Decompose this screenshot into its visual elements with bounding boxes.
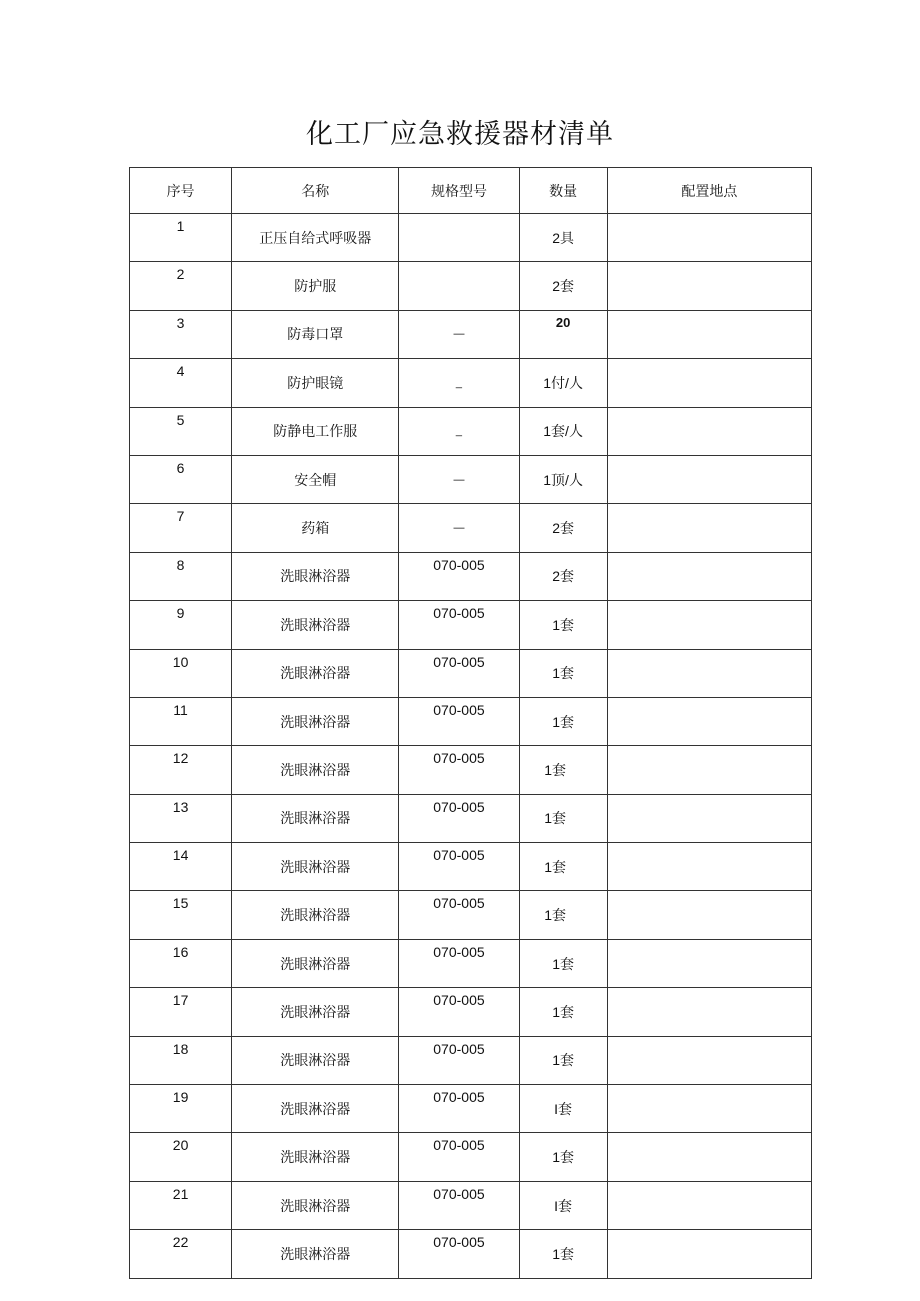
spec-cell: — [399, 504, 519, 552]
location-cell [607, 697, 811, 745]
spec-cell: 070-005 [399, 988, 519, 1036]
table-row [130, 262, 812, 310]
spec-cell: 070-005 [399, 939, 519, 987]
qty-text: 1套 [544, 907, 566, 924]
qty-cell [519, 1085, 607, 1133]
table-row [130, 552, 812, 600]
header-seq: 序号 [130, 168, 232, 214]
location-cell [607, 1133, 811, 1181]
spec-cell: 070-005 [399, 1133, 519, 1181]
spec-cell: 070-005 [399, 649, 519, 697]
spec-cell: 070-005 [399, 1085, 519, 1133]
name-cell: 洗眼淋浴器 [232, 601, 399, 649]
spec-cell: _ [399, 359, 519, 407]
name-cell: 洗眼淋浴器 [232, 1181, 399, 1229]
location-cell [607, 988, 811, 1036]
location-cell [607, 262, 811, 310]
qty-text: 1付/人 [543, 374, 583, 391]
qty-cell [519, 891, 607, 939]
table-row [130, 504, 812, 552]
qty-text: 1套 [552, 713, 574, 730]
table-row [130, 891, 812, 939]
table-row [130, 988, 812, 1036]
name-cell: 洗眼淋浴器 [232, 697, 399, 745]
seq-cell: 21 [130, 1181, 232, 1229]
name-cell: 洗眼淋浴器 [232, 1036, 399, 1084]
qty-cell [519, 1036, 607, 1084]
location-cell [607, 843, 811, 891]
seq-cell: 19 [130, 1085, 232, 1133]
qty-text: 1套 [552, 955, 574, 972]
table-row [130, 649, 812, 697]
qty-cell [519, 262, 607, 310]
qty-cell [519, 601, 607, 649]
qty-cell [519, 1230, 607, 1278]
spec-cell: 070-005 [399, 794, 519, 842]
qty-text: 1套 [552, 1003, 574, 1020]
qty-cell [519, 1181, 607, 1229]
name-cell: 正压自给式呼吸器 [232, 214, 399, 262]
spec-cell: 070-005 [399, 891, 519, 939]
qty-cell [519, 214, 607, 262]
seq-cell: 3 [130, 310, 232, 358]
seq-cell: 4 [130, 359, 232, 407]
table-row [130, 310, 812, 358]
table-row [130, 746, 812, 794]
table-body [130, 214, 812, 1279]
name-cell: 防毒口罩 [232, 310, 399, 358]
qty-cell [519, 794, 607, 842]
seq-cell: 11 [130, 697, 232, 745]
seq-cell: 10 [130, 649, 232, 697]
table-row [130, 1181, 812, 1229]
table-row [130, 407, 812, 455]
table-row [130, 939, 812, 987]
table-row [130, 1085, 812, 1133]
spec-cell: 070-005 [399, 552, 519, 600]
qty-text: 1套 [552, 1245, 574, 1262]
name-cell: 防静电工作服 [232, 407, 399, 455]
seq-cell: 20 [130, 1133, 232, 1181]
table-row [130, 601, 812, 649]
qty-cell [519, 988, 607, 1036]
location-cell [607, 214, 811, 262]
table-row [130, 697, 812, 745]
qty-text: 2具 [552, 229, 574, 246]
seq-cell: 13 [130, 794, 232, 842]
name-cell: 洗眼淋浴器 [232, 552, 399, 600]
seq-cell: 15 [130, 891, 232, 939]
qty-cell [519, 310, 607, 358]
name-cell: 洗眼淋浴器 [232, 843, 399, 891]
name-cell: 防护眼镜 [232, 359, 399, 407]
name-cell: 洗眼淋浴器 [232, 746, 399, 794]
qty-cell [519, 359, 607, 407]
name-cell: 洗眼淋浴器 [232, 649, 399, 697]
location-cell [607, 939, 811, 987]
table-row [130, 1036, 812, 1084]
qty-text: 1顶/人 [543, 471, 583, 488]
qty-cell [519, 746, 607, 794]
name-cell: 洗眼淋浴器 [232, 939, 399, 987]
spec-cell: — [399, 310, 519, 358]
qty-text: 2套 [552, 278, 574, 295]
qty-cell [519, 649, 607, 697]
location-cell [607, 310, 811, 358]
name-cell: 防护服 [232, 262, 399, 310]
spec-cell: 070-005 [399, 746, 519, 794]
name-cell: 洗眼淋浴器 [232, 891, 399, 939]
location-cell [607, 746, 811, 794]
table-row [130, 455, 812, 503]
seq-cell: 6 [130, 455, 232, 503]
location-cell [607, 407, 811, 455]
seq-cell: 12 [130, 746, 232, 794]
seq-cell: 7 [130, 504, 232, 552]
location-cell [607, 794, 811, 842]
spec-cell: 070-005 [399, 1181, 519, 1229]
qty-text: 2套 [552, 568, 574, 585]
location-cell [607, 601, 811, 649]
spec-cell: 070-005 [399, 1036, 519, 1084]
table-row [130, 214, 812, 262]
location-cell [607, 552, 811, 600]
equipment-table [129, 167, 812, 1279]
location-cell [607, 359, 811, 407]
qty-cell [519, 843, 607, 891]
qty-text: 1套 [544, 761, 566, 778]
name-cell: 洗眼淋浴器 [232, 1230, 399, 1278]
seq-cell: 22 [130, 1230, 232, 1278]
seq-cell: 8 [130, 552, 232, 600]
spec-cell: 070-005 [399, 1230, 519, 1278]
qty-text: 1套 [552, 665, 574, 682]
table-row [130, 794, 812, 842]
qty-text: I套 [554, 1197, 573, 1214]
name-cell: 洗眼淋浴器 [232, 1133, 399, 1181]
location-cell [607, 649, 811, 697]
qty-cell [519, 455, 607, 503]
spec-cell: 070-005 [399, 601, 519, 649]
qty-cell [519, 1133, 607, 1181]
qty-cell [519, 504, 607, 552]
seq-cell: 16 [130, 939, 232, 987]
location-cell [607, 891, 811, 939]
page-title: 化工厂应急救援器材清单 [306, 119, 614, 150]
qty-cell [519, 939, 607, 987]
table-row [130, 843, 812, 891]
qty-text: 1套 [544, 858, 566, 875]
header-spec: 规格型号 [399, 168, 519, 214]
table-row [130, 359, 812, 407]
seq-cell: 1 [130, 214, 232, 262]
location-cell [607, 455, 811, 503]
qty-text: I套 [554, 1100, 573, 1117]
location-cell [607, 1085, 811, 1133]
seq-cell: 17 [130, 988, 232, 1036]
qty-cell [519, 697, 607, 745]
table-header-row [130, 168, 812, 214]
qty-cell [519, 407, 607, 455]
qty-cell [519, 552, 607, 600]
header-location: 配置地点 [607, 168, 811, 214]
location-cell [607, 1230, 811, 1278]
qty-text: 1套/人 [543, 423, 583, 440]
seq-cell: 5 [130, 407, 232, 455]
qty-text: 20 [555, 314, 571, 330]
spec-cell: _ [399, 407, 519, 455]
location-cell [607, 1181, 811, 1229]
location-cell [607, 504, 811, 552]
spec-cell: 070-005 [399, 843, 519, 891]
header-qty: 数量 [519, 168, 607, 214]
location-cell [607, 1036, 811, 1084]
name-cell: 药箱 [232, 504, 399, 552]
qty-text: 1套 [544, 810, 566, 827]
seq-cell: 14 [130, 843, 232, 891]
name-cell: 洗眼淋浴器 [232, 794, 399, 842]
seq-cell: 18 [130, 1036, 232, 1084]
spec-cell: — [399, 455, 519, 503]
name-cell: 安全帽 [232, 455, 399, 503]
name-cell: 洗眼淋浴器 [232, 1085, 399, 1133]
seq-cell: 9 [130, 601, 232, 649]
spec-cell [399, 214, 519, 262]
header-name: 名称 [232, 168, 399, 214]
name-cell: 洗眼淋浴器 [232, 988, 399, 1036]
spec-cell: 070-005 [399, 697, 519, 745]
seq-cell: 2 [130, 262, 232, 310]
qty-text: 1套 [552, 1052, 574, 1069]
qty-text: 1套 [552, 1149, 574, 1166]
table-row [130, 1133, 812, 1181]
table-row [130, 1230, 812, 1278]
spec-cell [399, 262, 519, 310]
qty-text: 1套 [552, 616, 574, 633]
qty-text: 2套 [552, 520, 574, 537]
